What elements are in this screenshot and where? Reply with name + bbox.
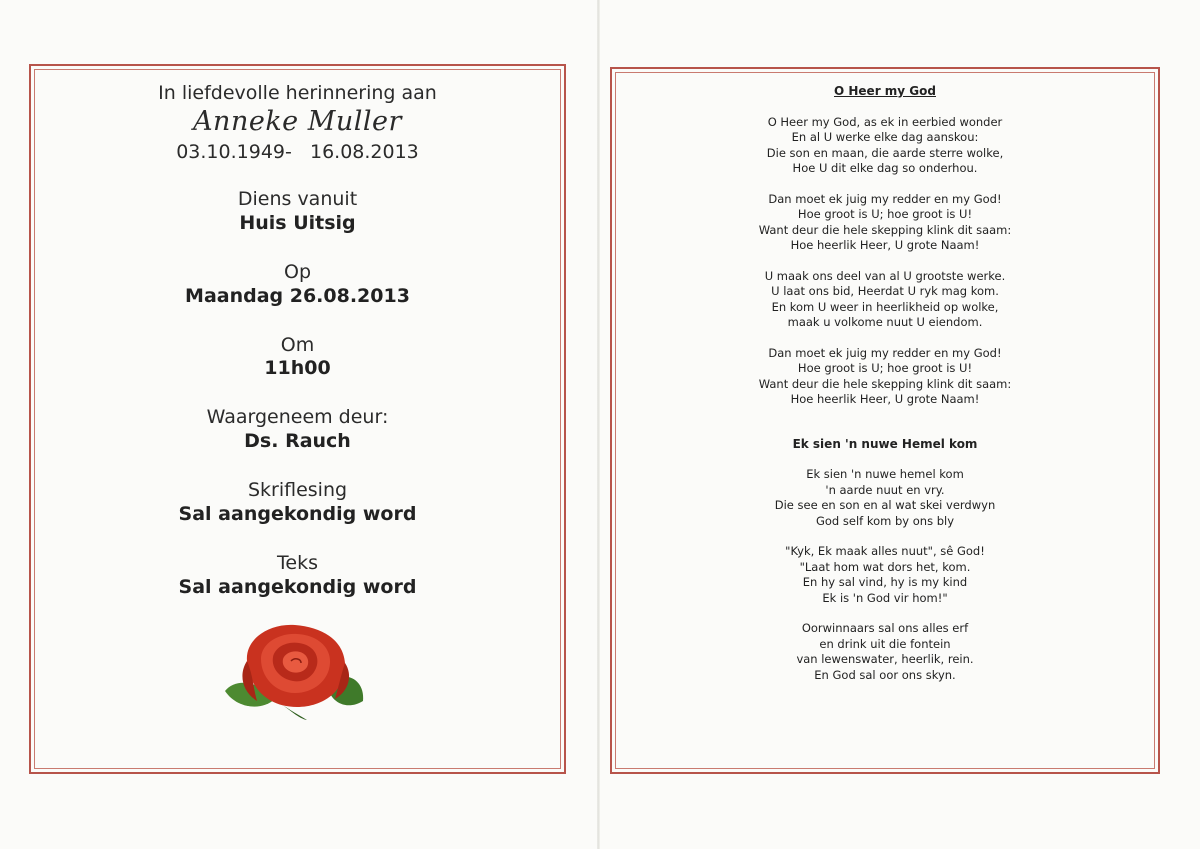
stanza [612,269,1158,331]
officiant-label: Waargeneem deur: [206,406,389,428]
service-label: Diens vanuit [237,188,358,210]
verse-line: Hoe groot is U; hoe groot is U! [797,361,973,375]
date-label: Op [283,261,311,283]
officiant-name: Ds. Rauch [244,430,351,452]
verse-line: Want deur die hele skepping klink dit saam: [758,376,1012,391]
verse-line: Hoe heerlik Heer, U grote Naam! [790,392,980,406]
page-fold [597,0,600,849]
verse-line: "Laat hom wat dors het, kom. [799,559,971,574]
verse-line: Ek is 'n God vir hom!" [822,590,948,605]
hymn1-verses [612,115,1158,408]
verse-line: 'n aarde nuut en vry. [825,482,945,497]
stanza [612,346,1158,408]
verse-line: God self kom by ons bly [815,513,955,528]
verse-line: Die see en son en al wat skei verdwyn [774,498,996,512]
verse-line: Oorwinnaars sal ons alles erf [801,621,969,635]
time-label: Om [280,334,315,356]
verse-line: Dan moet ek juig my redder en my God! [768,191,1002,206]
verse-line: En hy sal vind, hy is my kind [802,575,968,589]
verse-line: Dan moet ek juig my redder en my God! [768,345,1002,360]
stanza [612,467,1158,529]
hymn-content [612,84,1158,698]
verse-line: En kom U weer in heerlikheid op wolke, [771,299,999,314]
stanza [612,621,1158,683]
verse-line: En God sal oor ons skyn. [814,667,956,682]
verse-line: Ek sien 'n nuwe hemel kom [806,467,964,481]
verse-line: Hoe groot is U; hoe groot is U! [797,207,973,221]
verse-line: Die son en maan, die aarde sterre wolke, [766,145,1004,160]
hymn-sheet-right [610,67,1160,774]
reading-value: Sal aangekondig word [178,503,417,525]
reading-label: Skriflesing [247,479,348,501]
verse-line: van lewenswater, heerlik, rein. [796,652,974,666]
verse-line: Want deur die hele skepping klink dit saam: [758,222,1012,237]
hymn1-title: O Heer my God [834,84,936,98]
life-dates: 03.10.1949- 16.08.2013 [176,141,419,163]
stanza [612,115,1158,177]
text-value: Sal aangekondig word [178,576,417,598]
verse-line: En al U werke elke dag aanskou: [791,130,979,144]
verse-line: O Heer my God, as ek in eerbied wonder [767,114,1003,129]
verse-line: U laat ons bid, Heerdat U ryk mag kom. [771,284,999,298]
verse-line: en drink uit die fontein [819,636,951,651]
memorial-card-left [29,64,566,774]
verse-line: maak u volkome nuut U eiendom. [787,315,983,329]
memorial-line: In liefdevolle herinnering aan [158,82,437,104]
text-label: Teks [277,552,318,574]
stanza [612,544,1158,606]
deceased-name: Anneke Muller [193,106,402,137]
service-time: 11h00 [264,357,331,379]
verse-line: U maak ons deel van al U grootste werke. [764,268,1006,283]
verse-line: Hoe heerlik Heer, U grote Naam! [790,238,980,252]
verse-line: Hoe U dit elke dag so onderhou. [792,161,978,175]
stanza [612,192,1158,254]
hymn2-verses [612,467,1158,683]
hymn2-title: Ek sien 'n nuwe Hemel kom [792,436,978,451]
service-date: Maandag 26.08.2013 [185,285,410,307]
service-place: Huis Uitsig [239,212,356,234]
rose-icon [217,621,367,721]
verse-line: "Kyk, Ek maak alles nuut", sê God! [785,544,985,558]
